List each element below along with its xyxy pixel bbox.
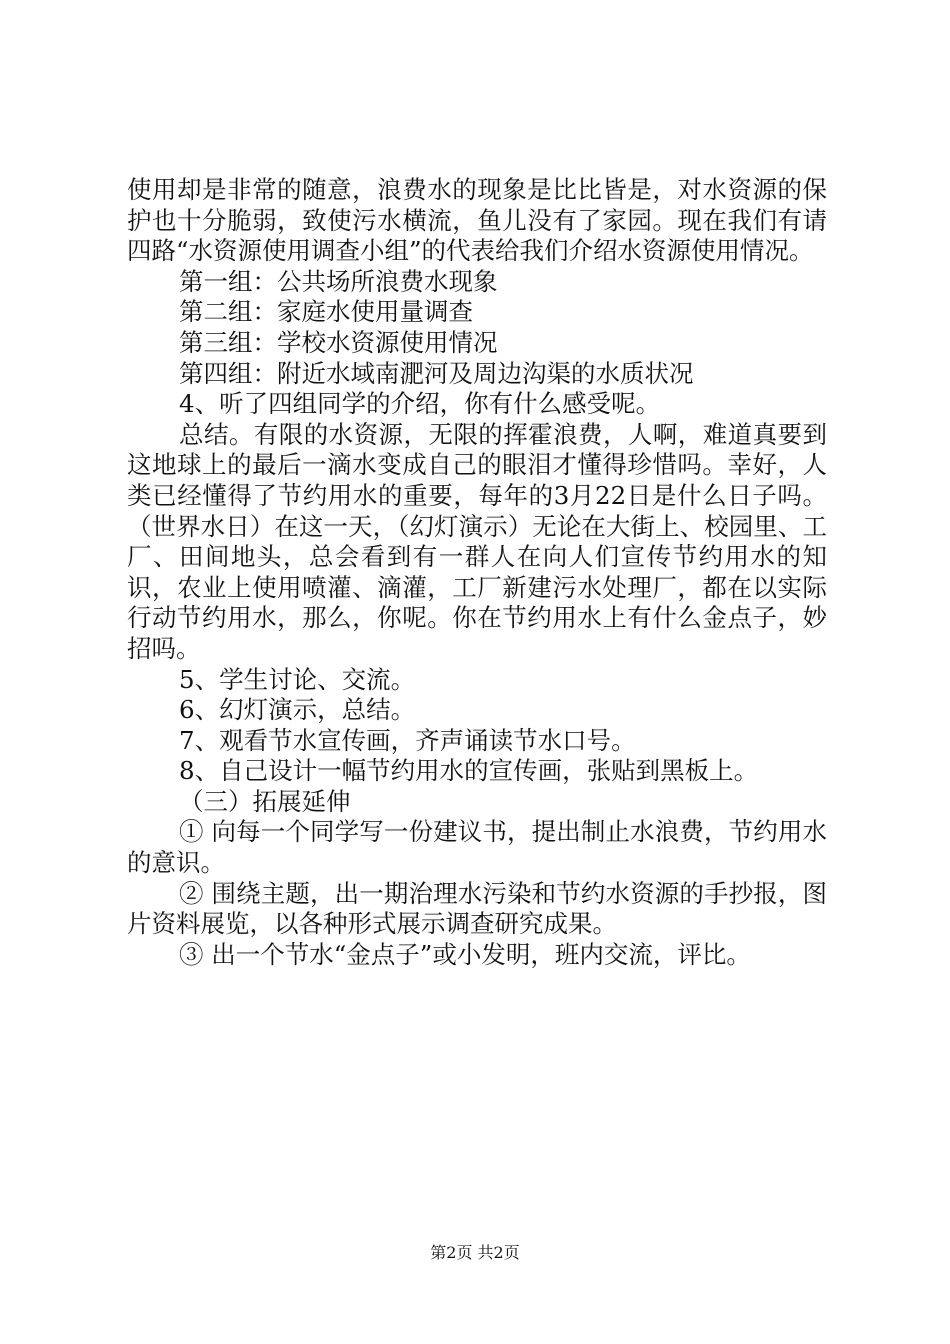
- document-body: [127, 175, 827, 970]
- section-heading-extension: （三）拓展延伸: [179, 786, 351, 816]
- paragraph-step-7: 7、观看节水宣传画，齐声诵读节水口号。: [179, 725, 636, 755]
- paragraph-group-3: 第三组：学校水资源使用情况: [179, 327, 498, 357]
- paragraph-step-6: 6、幻灯演示，总结。: [179, 695, 416, 725]
- paragraph-extension-2: ② 围绕主题，出一期治理水污染和节约水资源的手抄报，图片资料展览，以各种形式展示调查研究成果。: [127, 878, 827, 939]
- paragraph-step-8: 8、自己设计一幅节约用水的宣传画，张贴到黑板上。: [179, 756, 759, 786]
- paragraph-extension-1: ① 向每一个同学写一份建议书，提出制止水浪费，节约用水的意识。: [127, 817, 827, 878]
- page-number-footer: 第2页 共2页: [430, 1243, 520, 1262]
- paragraph-group-4: 第四组：附近水域南淝河及周边沟渠的水质状况: [179, 358, 694, 388]
- paragraph-intro: 使用却是非常的随意，浪费水的现象是比比皆是，对水资源的保护也十分脆弱，致使污水横流，鱼儿没有了家园。现在我们有请四路“水资源使用调查小组”的代表给我们介绍水资源使用情况。: [127, 175, 827, 266]
- paragraph-summary: 总结。有限的水资源，无限的挥霍浪费，人啊，难道真要到这地球上的最后一滴水变成自己的眼泪才懂得珍惜吗。幸好，人类已经懂得了节约用水的重要，每年的3月22日是什么日子吗。（世界水日）在这一天，（幻灯演示）无论在大街上、校园里、工厂、田间地头，总会看到有一群人在向人们宣传节约用水的知识，农业上使用喷灌、滴灌，工厂新建污水处理厂，都在以实际行动节约用水，那么，你呢。你在节约用水上有什么金点子，妙招吗。: [127, 419, 827, 663]
- paragraph-step-4: 4、听了四组同学的介绍，你有什么感受呢。: [179, 389, 661, 419]
- paragraph-group-2: 第二组：家庭水使用量调查: [179, 297, 473, 327]
- paragraph-step-5: 5、学生讨论、交流。: [179, 664, 416, 694]
- paragraph-group-1: 第一组：公共场所浪费水现象: [179, 266, 498, 296]
- paragraph-extension-3: ③ 出一个节水“金点子”或小发明，班内交流，评比。: [179, 939, 751, 969]
